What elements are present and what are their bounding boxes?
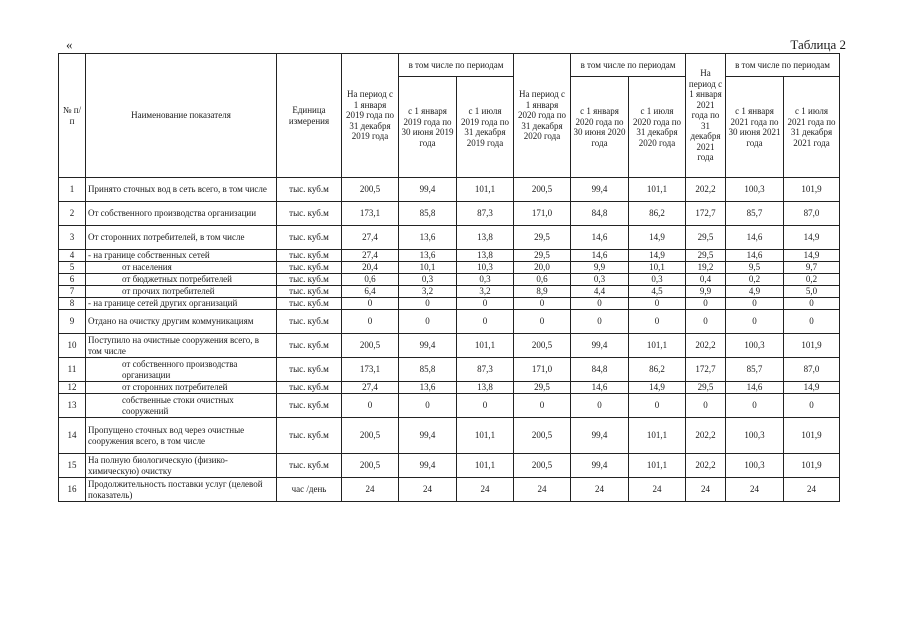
row-value: 0,3: [399, 274, 457, 286]
row-indicator-name: от населения: [86, 262, 277, 274]
row-value: 101,9: [784, 418, 840, 454]
row-value: 0: [784, 394, 840, 418]
row-value: 10,3: [457, 262, 514, 274]
row-indicator-name: - на границе сетей других организаций: [86, 298, 277, 310]
row-unit: тыс. куб.м: [277, 298, 342, 310]
row-value: 101,9: [784, 454, 840, 478]
row-value: 14,6: [726, 226, 784, 250]
row-value: 202,2: [686, 418, 726, 454]
header-2019-incl: в том числе по периодам: [399, 54, 514, 77]
row-number: 14: [59, 418, 86, 454]
row-value: 200,5: [342, 454, 399, 478]
row-value: 101,1: [457, 454, 514, 478]
row-value: 172,7: [686, 202, 726, 226]
row-value: 100,3: [726, 178, 784, 202]
row-value: 4,4: [571, 286, 629, 298]
row-unit: тыс. куб.м: [277, 250, 342, 262]
row-value: 200,5: [342, 178, 399, 202]
row-value: 99,4: [571, 454, 629, 478]
row-number: 8: [59, 298, 86, 310]
header-2020-h2: с 1 июля 2020 года по 31 декабря 2020 года: [629, 77, 686, 178]
row-unit: тыс. куб.м: [277, 286, 342, 298]
row-value: 29,5: [686, 382, 726, 394]
row-value: 99,4: [571, 418, 629, 454]
row-value: 99,4: [399, 178, 457, 202]
row-value: 0: [342, 298, 399, 310]
table-row: [59, 418, 840, 454]
table-row: [59, 382, 840, 394]
table-row: [59, 478, 840, 502]
row-indicator-name: от прочих потребителей: [86, 286, 277, 298]
row-value: 85,8: [399, 202, 457, 226]
table-row: [59, 310, 840, 334]
table-row: [59, 226, 840, 250]
row-number: 10: [59, 334, 86, 358]
table-header: [59, 54, 840, 178]
table-row: [59, 202, 840, 226]
row-value: 0: [457, 394, 514, 418]
row-value: 202,2: [686, 454, 726, 478]
row-value: 101,1: [629, 334, 686, 358]
row-value: 100,3: [726, 334, 784, 358]
row-value: 101,9: [784, 334, 840, 358]
row-value: 0: [514, 394, 571, 418]
row-value: 6,4: [342, 286, 399, 298]
header-2021-h2: с 1 июля 2021 года по 31 декабря 2021 года: [784, 77, 840, 178]
table-row: [59, 454, 840, 478]
row-number: 5: [59, 262, 86, 274]
row-value: 9,5: [726, 262, 784, 274]
row-indicator-name: от сторонних потребителей: [86, 382, 277, 394]
table-row: [59, 274, 840, 286]
row-value: 87,0: [784, 358, 840, 382]
row-unit: тыс. куб.м: [277, 394, 342, 418]
row-value: 14,6: [571, 226, 629, 250]
row-value: 85,7: [726, 202, 784, 226]
row-number: 2: [59, 202, 86, 226]
row-value: 0,2: [726, 274, 784, 286]
row-value: 171,0: [514, 202, 571, 226]
row-value: 14,6: [571, 250, 629, 262]
row-value: 86,2: [629, 202, 686, 226]
row-value: 84,8: [571, 202, 629, 226]
row-value: 99,4: [571, 334, 629, 358]
row-value: 14,9: [629, 250, 686, 262]
row-value: 29,5: [514, 250, 571, 262]
row-value: 27,4: [342, 226, 399, 250]
row-value: 0,2: [784, 274, 840, 286]
table-row: [59, 262, 840, 274]
row-unit: тыс. куб.м: [277, 226, 342, 250]
row-value: 29,5: [514, 226, 571, 250]
row-value: 9,9: [571, 262, 629, 274]
row-value: 3,2: [457, 286, 514, 298]
row-value: 101,9: [784, 178, 840, 202]
row-value: 0: [571, 298, 629, 310]
row-value: 87,3: [457, 358, 514, 382]
row-value: 100,3: [726, 418, 784, 454]
row-value: 0: [342, 394, 399, 418]
row-value: 0: [514, 298, 571, 310]
row-unit: тыс. куб.м: [277, 274, 342, 286]
row-value: 101,1: [629, 178, 686, 202]
row-value: 5,0: [784, 286, 840, 298]
row-value: 14,9: [784, 250, 840, 262]
row-value: 0: [784, 298, 840, 310]
row-value: 0,4: [686, 274, 726, 286]
row-value: 27,4: [342, 250, 399, 262]
row-value: 84,8: [571, 358, 629, 382]
row-unit: тыс. куб.м: [277, 454, 342, 478]
row-value: 29,5: [686, 226, 726, 250]
row-value: 13,6: [399, 226, 457, 250]
table-row: [59, 250, 840, 262]
row-value: 200,5: [514, 418, 571, 454]
row-value: 100,3: [726, 454, 784, 478]
row-number: 13: [59, 394, 86, 418]
row-value: 101,1: [457, 334, 514, 358]
row-number: 4: [59, 250, 86, 262]
row-value: 10,1: [399, 262, 457, 274]
row-value: 0: [399, 310, 457, 334]
row-value: 87,0: [784, 202, 840, 226]
row-value: 29,5: [686, 250, 726, 262]
row-value: 24: [571, 478, 629, 502]
row-value: 24: [686, 478, 726, 502]
header-2020-h1: с 1 января 2020 года по 30 июня 2020 года: [571, 77, 629, 178]
header-2019-total: На период с 1 января 2019 года по 31 декабря 2019 года: [342, 54, 399, 178]
table-row: [59, 286, 840, 298]
row-value: 0: [629, 310, 686, 334]
row-value: 13,8: [457, 226, 514, 250]
table-row: [59, 394, 840, 418]
row-value: 29,5: [514, 382, 571, 394]
row-value: 200,5: [514, 178, 571, 202]
row-value: 24: [399, 478, 457, 502]
table-row: [59, 334, 840, 358]
row-value: 0,6: [342, 274, 399, 286]
row-value: 24: [514, 478, 571, 502]
data-table: [58, 53, 840, 502]
header-unit: Единица измерения: [277, 54, 342, 178]
row-value: 0: [571, 310, 629, 334]
row-value: 24: [726, 478, 784, 502]
row-value: 0: [726, 298, 784, 310]
row-value: 0,3: [457, 274, 514, 286]
row-value: 200,5: [514, 334, 571, 358]
row-value: 13,8: [457, 250, 514, 262]
row-unit: тыс. куб.м: [277, 178, 342, 202]
row-indicator-name: собственные стоки очистных сооружений: [86, 394, 277, 418]
header-2021-h1: с 1 января 2021 года по 30 июня 2021 года: [726, 77, 784, 178]
row-value: 19,2: [686, 262, 726, 274]
row-value: 14,9: [629, 382, 686, 394]
row-indicator-name: Отдано на очистку другим коммуникациям: [86, 310, 277, 334]
row-value: 0: [342, 310, 399, 334]
row-value: 0: [514, 310, 571, 334]
row-value: 99,4: [399, 334, 457, 358]
row-indicator-name: - на границе собственных сетей: [86, 250, 277, 262]
row-number: 3: [59, 226, 86, 250]
row-value: 87,3: [457, 202, 514, 226]
header-num: № п/п: [59, 54, 86, 178]
row-value: 0: [629, 394, 686, 418]
row-indicator-name: Пропущено сточных вод через очистные сооружения всего, в том числе: [86, 418, 277, 454]
row-value: 0,6: [514, 274, 571, 286]
row-unit: тыс. куб.м: [277, 202, 342, 226]
row-value: 8,9: [514, 286, 571, 298]
row-value: 4,9: [726, 286, 784, 298]
row-value: 20,4: [342, 262, 399, 274]
table-row: [59, 298, 840, 310]
row-value: 101,1: [457, 178, 514, 202]
row-value: 0: [686, 394, 726, 418]
row-value: 200,5: [342, 334, 399, 358]
row-value: 14,6: [726, 250, 784, 262]
row-value: 99,4: [399, 418, 457, 454]
header-2020-total: На период с 1 января 2020 года по 31 декабря 2020 года: [514, 54, 571, 178]
row-number: 9: [59, 310, 86, 334]
row-value: 9,7: [784, 262, 840, 274]
row-value: 172,7: [686, 358, 726, 382]
row-value: 173,1: [342, 358, 399, 382]
row-value: 0: [399, 298, 457, 310]
row-number: 1: [59, 178, 86, 202]
row-indicator-name: Продолжительность поставки услуг (целевой показатель): [86, 478, 277, 502]
row-value: 24: [629, 478, 686, 502]
row-indicator-name: На полную биологическую (физико-химическую) очистку: [86, 454, 277, 478]
row-unit: тыс. куб.м: [277, 262, 342, 274]
table-row: [59, 358, 840, 382]
row-value: 99,4: [571, 178, 629, 202]
row-value: 0: [784, 310, 840, 334]
row-indicator-name: Принято сточных вод в сеть всего, в том числе: [86, 178, 277, 202]
row-unit: тыс. куб.м: [277, 358, 342, 382]
row-indicator-name: От собственного производства организации: [86, 202, 277, 226]
row-number: 16: [59, 478, 86, 502]
row-value: 173,1: [342, 202, 399, 226]
row-value: 101,1: [629, 418, 686, 454]
table-title: Таблица 2: [790, 37, 846, 52]
row-value: 85,7: [726, 358, 784, 382]
table-body: [59, 178, 840, 502]
row-number: 12: [59, 382, 86, 394]
row-value: 101,1: [629, 454, 686, 478]
row-value: 13,6: [399, 250, 457, 262]
row-value: 171,0: [514, 358, 571, 382]
row-value: 202,2: [686, 178, 726, 202]
row-value: 0: [726, 310, 784, 334]
row-indicator-name: от собственного производства организации: [86, 358, 277, 382]
header-2019-h2: с 1 июля 2019 года по 31 декабря 2019 года: [457, 77, 514, 178]
row-value: 14,9: [629, 226, 686, 250]
row-value: 99,4: [399, 454, 457, 478]
row-value: 0: [571, 394, 629, 418]
table-row: [59, 178, 840, 202]
row-value: 101,1: [457, 418, 514, 454]
row-value: 85,8: [399, 358, 457, 382]
row-value: 9,9: [686, 286, 726, 298]
row-unit: тыс. куб.м: [277, 310, 342, 334]
row-value: 0,3: [571, 274, 629, 286]
row-value: 20,0: [514, 262, 571, 274]
row-value: 14,6: [726, 382, 784, 394]
row-value: 14,9: [784, 226, 840, 250]
header-2021-incl: в том числе по периодам: [726, 54, 840, 77]
row-unit: час /день: [277, 478, 342, 502]
row-value: 0: [457, 310, 514, 334]
opening-quote: «: [66, 37, 73, 52]
row-value: 86,2: [629, 358, 686, 382]
header-2019-h1: с 1 января 2019 года по 30 июня 2019 года: [399, 77, 457, 178]
row-value: 24: [457, 478, 514, 502]
row-value: 24: [784, 478, 840, 502]
row-indicator-name: от бюджетных потребителей: [86, 274, 277, 286]
row-value: 0: [399, 394, 457, 418]
row-number: 11: [59, 358, 86, 382]
header-2020-incl: в том числе по периодам: [571, 54, 686, 77]
row-value: 200,5: [342, 418, 399, 454]
row-indicator-name: Поступило на очистные сооружения всего, в том числе: [86, 334, 277, 358]
row-value: 14,9: [784, 382, 840, 394]
header-name: Наименование показателя: [86, 54, 277, 178]
row-value: 0: [457, 298, 514, 310]
row-value: 3,2: [399, 286, 457, 298]
row-value: 13,6: [399, 382, 457, 394]
row-number: 6: [59, 274, 86, 286]
row-unit: тыс. куб.м: [277, 382, 342, 394]
row-value: 13,8: [457, 382, 514, 394]
row-value: 10,1: [629, 262, 686, 274]
row-value: 0: [686, 298, 726, 310]
row-number: 15: [59, 454, 86, 478]
row-value: 202,2: [686, 334, 726, 358]
row-number: 7: [59, 286, 86, 298]
row-value: 24: [342, 478, 399, 502]
row-value: 0: [686, 310, 726, 334]
header-2021-total: На период с 1 января 2021 года по 31 декабря 2021 года: [686, 54, 726, 178]
row-value: 14,6: [571, 382, 629, 394]
row-value: 0: [629, 298, 686, 310]
row-value: 0: [726, 394, 784, 418]
row-indicator-name: От сторонних потребителей, в том числе: [86, 226, 277, 250]
row-unit: тыс. куб.м: [277, 418, 342, 454]
row-value: 27,4: [342, 382, 399, 394]
row-value: 4,5: [629, 286, 686, 298]
row-value: 0,3: [629, 274, 686, 286]
row-value: 200,5: [514, 454, 571, 478]
row-unit: тыс. куб.м: [277, 334, 342, 358]
